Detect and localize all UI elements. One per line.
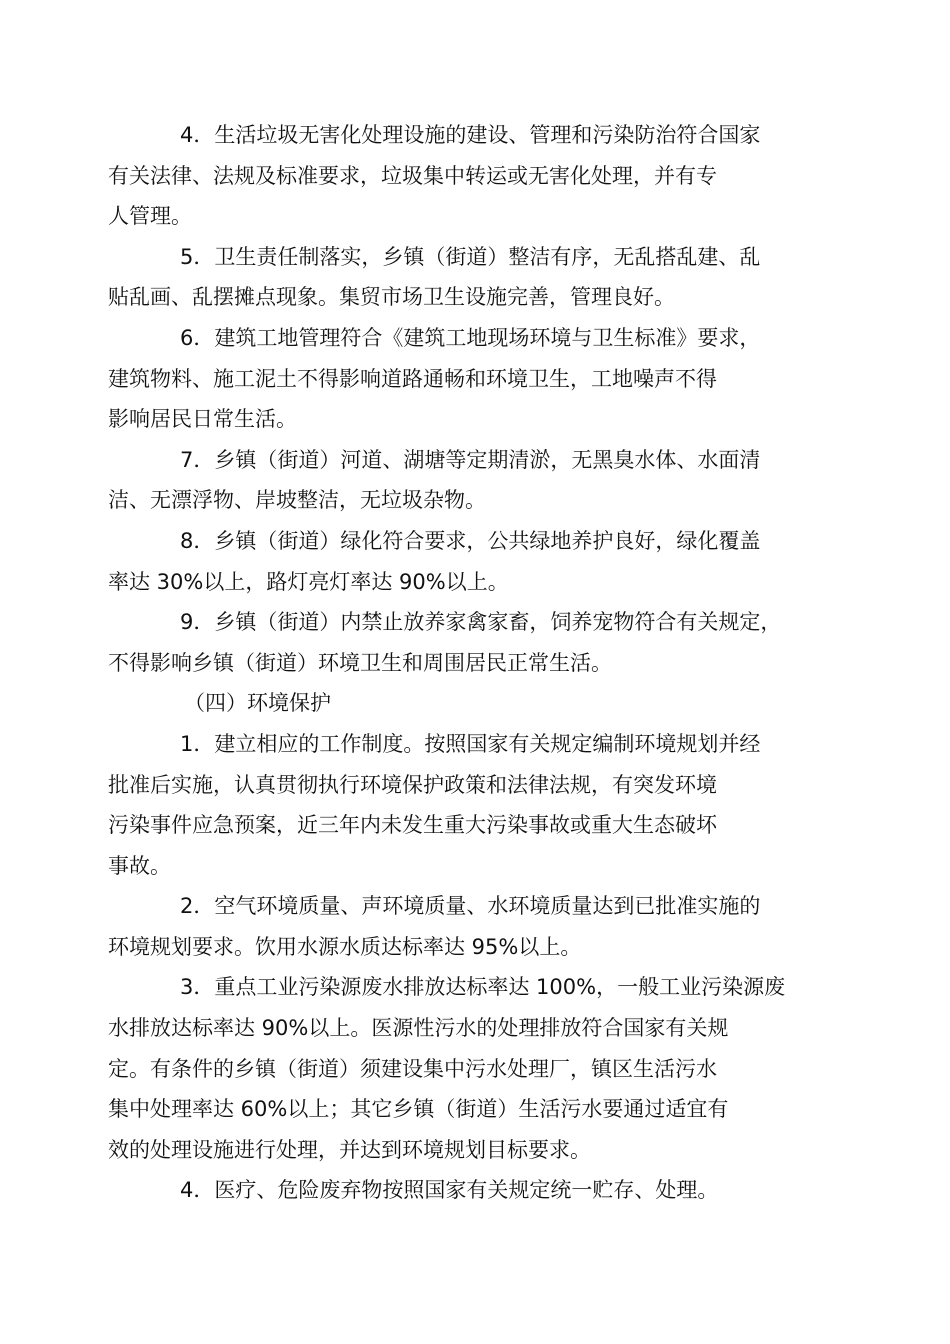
- paragraph-line: 有关法律、法规及标准要求，垃圾集中转运或无害化处理，并有专: [108, 163, 717, 188]
- paragraph-line: 洁、无漂浮物、岸坡整洁，无垃圾杂物。: [108, 488, 486, 513]
- section-heading-text: （四）环境保护: [184, 691, 331, 716]
- paragraph-item-8: [108, 521, 824, 602]
- paragraph-item-9: [108, 602, 824, 683]
- document-body: [108, 115, 824, 1211]
- paragraph-item-6: [108, 318, 824, 440]
- paragraph-line: 6．建筑工地管理符合《建筑工地现场环境与卫生标准》要求，: [180, 325, 761, 350]
- paragraph-item-7: [108, 440, 824, 521]
- paragraph-line: 9．乡镇（街道）内禁止放养家禽家畜，饲养宠物符合有关规定，: [180, 610, 782, 635]
- paragraph-line: 不得影响乡镇（街道）环境卫生和周围居民正常生活。: [108, 650, 612, 675]
- section-item-2: [108, 886, 824, 967]
- paragraph-line: 4．生活垃圾无害化处理设施的建设、管理和污染防治符合国家: [180, 123, 761, 147]
- section-item-3: [108, 967, 824, 1170]
- paragraph-item-4: [108, 115, 824, 237]
- paragraph-item-5: [108, 237, 824, 318]
- paragraph-line: 环境规划要求。饮用水源水质达标率达 95%以上。: [108, 934, 582, 959]
- paragraph-line: 7．乡镇（街道）河道、湖塘等定期清淤，无黑臭水体、水面清: [180, 447, 761, 472]
- paragraph-line: 集中处理率达 60%以上；其它乡镇（街道）生活污水要通过适宜有: [108, 1097, 729, 1122]
- paragraph-line: 人管理。: [108, 204, 192, 229]
- paragraph-line: 率达 30%以上，路灯亮灯率达 90%以上。: [108, 569, 509, 594]
- section-heading: [144, 683, 824, 724]
- section-item-1: [108, 724, 824, 886]
- paragraph-line: 效的处理设施进行处理，并达到环境规划目标要求。: [108, 1137, 591, 1162]
- paragraph-line: 污染事件应急预案，近三年内未发生重大污染事故或重大生态破坏: [108, 813, 717, 838]
- paragraph-line: 建筑物料、施工泥土不得影响道路通畅和环境卫生，工地噪声不得: [108, 366, 717, 391]
- paragraph-line: 影响居民日常生活。: [108, 407, 297, 432]
- paragraph-line: 水排放达标率达 90%以上。医源性污水的处理排放符合国家有关规: [108, 1016, 729, 1041]
- paragraph-line: 3．重点工业污染源废水排放达标率达 100%，一般工业污染源废: [180, 975, 786, 1000]
- section-item-4: [144, 1170, 824, 1211]
- paragraph-line: 8．乡镇（街道）绿化符合要求，公共绿地养护良好，绿化覆盖: [180, 528, 761, 553]
- paragraph-line: 贴乱画、乱摆摊点现象。集贸市场卫生设施完善，管理良好。: [108, 285, 675, 310]
- paragraph-line: 定。有条件的乡镇（街道）须建设集中污水处理厂，镇区生活污水: [108, 1056, 717, 1081]
- paragraph-line: 2．空气环境质量、声环境质量、水环境质量达到已批准实施的: [180, 894, 761, 919]
- paragraph-line: 事故。: [108, 853, 171, 878]
- paragraph-line: 1．建立相应的工作制度。按照国家有关规定编制环境规划并经: [180, 731, 761, 756]
- paragraph-line: 批准后实施，认真贯彻执行环境保护政策和法律法规，有突发环境: [108, 772, 717, 797]
- paragraph-line: 5．卫生责任制落实，乡镇（街道）整洁有序，无乱搭乱建、乱: [180, 244, 761, 269]
- paragraph-line: 4．医疗、危险废弃物按照国家有关规定统一贮存、处理。: [180, 1178, 719, 1203]
